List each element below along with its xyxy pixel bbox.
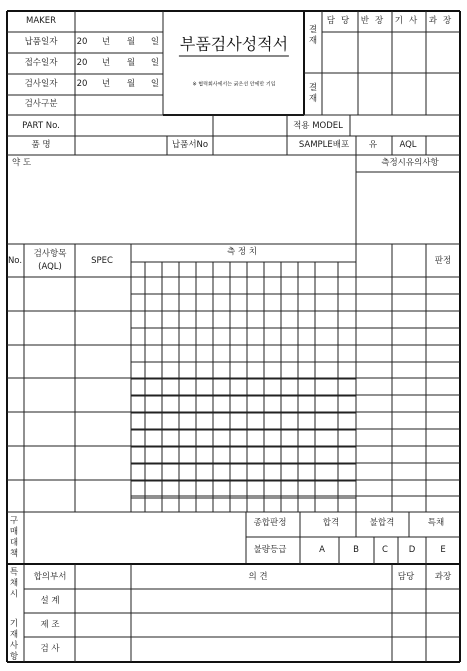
inspection-date-year: 년 (101, 78, 111, 89)
inspection-date-day: 일 (150, 78, 160, 89)
item-name-label: 품 명 (31, 139, 51, 150)
yu-label: 유 (368, 139, 378, 150)
grade-d[interactable]: D (408, 544, 416, 555)
special-adoption-label: 특채시 (9, 567, 19, 600)
grade-c[interactable]: C (382, 544, 388, 555)
approval-role-foreman: 반장 (360, 15, 390, 26)
grade-b[interactable]: B (353, 544, 359, 555)
purchase-countermeasure-label: 구매대책 (9, 516, 19, 559)
form-title: 부품검사성적서 (179, 32, 289, 57)
sample-size-label: SAMPLE배포 (298, 139, 350, 150)
agree-dept-header: 합의부서 (33, 571, 67, 582)
inspection-date-month: 월 (126, 78, 136, 89)
overall-judgment-label: 종합판정 (253, 517, 287, 528)
dept-inspection: 검 사 (40, 643, 60, 654)
aql-subheader: (AQL) (38, 261, 62, 272)
inspection-date-label: 검사일자 (24, 78, 58, 89)
title-note: ※ 협력회사에서는 굵은선 안에만 기입 (192, 81, 276, 88)
drawing-label: 약 도 (12, 157, 32, 168)
fail-option[interactable]: 불합격 (369, 517, 395, 528)
pass-option[interactable]: 합격 (322, 517, 340, 528)
approval-role-in-charge: 담당 (326, 15, 356, 26)
receipt-date-month: 월 (126, 57, 136, 68)
grade-e[interactable]: E (440, 544, 446, 555)
in-charge-header: 담당 (397, 571, 415, 582)
applicable-model-label: 적용 MODEL (293, 120, 343, 131)
delivery-date-label: 납품일자 (24, 36, 58, 47)
receipt-date-year: 년 (101, 57, 111, 68)
delivery-date-month: 월 (126, 36, 136, 47)
maker-label: MAKER (26, 15, 56, 26)
delivery-date-day: 일 (150, 36, 160, 47)
inspection-item-header: 검사항목 (33, 248, 67, 259)
opinion-header: 의 견 (248, 571, 268, 582)
delivery-date-year: 년 (101, 36, 111, 47)
grade-a[interactable]: A (319, 544, 325, 555)
delivery-no-label: 납품서No (171, 139, 209, 150)
approval-label-1: 결재 (308, 25, 318, 46)
approval-label-2: 결재 (308, 83, 318, 104)
receipt-date-prefix: 20 (76, 57, 88, 68)
approval-role-manager: 과장 (428, 15, 458, 26)
judgment-column-header: 판정 (434, 255, 452, 266)
part-no-label: PART No. (22, 120, 60, 131)
special-adoption-label-2: 기재사항 (9, 619, 19, 662)
spec-column-header: SPEC (91, 255, 113, 266)
dept-design: 설 계 (40, 595, 60, 606)
aql-label: AQL (399, 139, 417, 150)
receipt-date-label: 접수일자 (24, 57, 58, 68)
measured-value-header: 측 정 치 (226, 246, 258, 257)
inspection-type-label: 검사구분 (24, 98, 58, 109)
measurement-notes-label: 측정시유의사항 (381, 157, 439, 168)
delivery-date-prefix: 20 (76, 36, 88, 47)
inspection-date-prefix: 20 (76, 78, 88, 89)
no-column-header: No. (7, 255, 23, 266)
defect-grade-label: 불량등급 (253, 544, 287, 555)
approval-role-engineer: 기사 (394, 15, 424, 26)
dept-manufacturing: 제 조 (40, 619, 60, 630)
special-adoption-option[interactable]: 특채 (427, 517, 445, 528)
receipt-date-day: 일 (150, 57, 160, 68)
manager-header: 과장 (434, 571, 452, 582)
